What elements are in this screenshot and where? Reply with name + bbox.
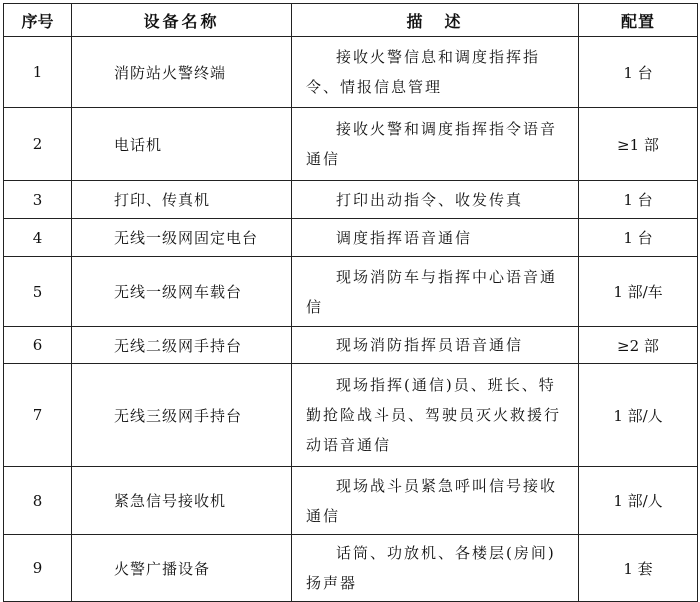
row-seq: 9: [4, 535, 72, 602]
row-config: 1 套: [579, 535, 698, 602]
row-seq: 2: [4, 108, 72, 181]
row-config: ≥1 部: [579, 108, 698, 181]
row-seq: 6: [4, 327, 72, 364]
row-config: 1 部/车: [579, 257, 698, 327]
row-seq: 5: [4, 257, 72, 327]
row-desc: 话筒、功放机、各楼层(房间)扬声器: [292, 535, 579, 602]
header-name: 设备名称: [72, 4, 292, 37]
equipment-table: [3, 3, 698, 602]
row-config: 1 部/人: [579, 364, 698, 467]
table-row: [4, 467, 698, 535]
table-row: [4, 219, 698, 257]
header-config: 配置: [579, 4, 698, 37]
table-row: [4, 535, 698, 602]
row-config: 1 台: [579, 181, 698, 219]
row-name: 电话机: [72, 108, 292, 181]
row-desc: 调度指挥语音通信: [292, 219, 579, 257]
row-desc: 现场战斗员紧急呼叫信号接收通信: [292, 467, 579, 535]
row-name: 无线一级网车载台: [72, 257, 292, 327]
row-desc: 打印出动指令、收发传真: [292, 181, 579, 219]
row-name: 消防站火警终端: [72, 37, 292, 108]
table-row: [4, 108, 698, 181]
table-row: [4, 257, 698, 327]
row-desc: 现场指挥(通信)员、班长、特勤抢险战斗员、驾驶员灭火救援行动语音通信: [292, 364, 579, 467]
row-seq: 4: [4, 219, 72, 257]
row-seq: 3: [4, 181, 72, 219]
table-row: [4, 327, 698, 364]
row-seq: 1: [4, 37, 72, 108]
table-row: [4, 37, 698, 108]
row-desc: 接收火警信息和调度指挥指令、情报信息管理: [292, 37, 579, 108]
row-seq: 8: [4, 467, 72, 535]
row-config: 1 台: [579, 37, 698, 108]
row-desc: 现场消防指挥员语音通信: [292, 327, 579, 364]
row-desc: 现场消防车与指挥中心语音通信: [292, 257, 579, 327]
row-name: 无线三级网手持台: [72, 364, 292, 467]
row-seq: 7: [4, 364, 72, 467]
header-row: [4, 4, 698, 37]
row-config: 1 台: [579, 219, 698, 257]
table-row: [4, 364, 698, 467]
header-desc: 描 述: [292, 4, 579, 37]
row-name: 无线一级网固定电台: [72, 219, 292, 257]
row-name: 紧急信号接收机: [72, 467, 292, 535]
row-name: 无线二级网手持台: [72, 327, 292, 364]
table-row: [4, 181, 698, 219]
row-name: 火警广播设备: [72, 535, 292, 602]
row-config: ≥2 部: [579, 327, 698, 364]
row-desc: 接收火警和调度指挥指令语音通信: [292, 108, 579, 181]
header-seq: 序号: [4, 4, 72, 37]
row-name: 打印、传真机: [72, 181, 292, 219]
row-config: 1 部/人: [579, 467, 698, 535]
